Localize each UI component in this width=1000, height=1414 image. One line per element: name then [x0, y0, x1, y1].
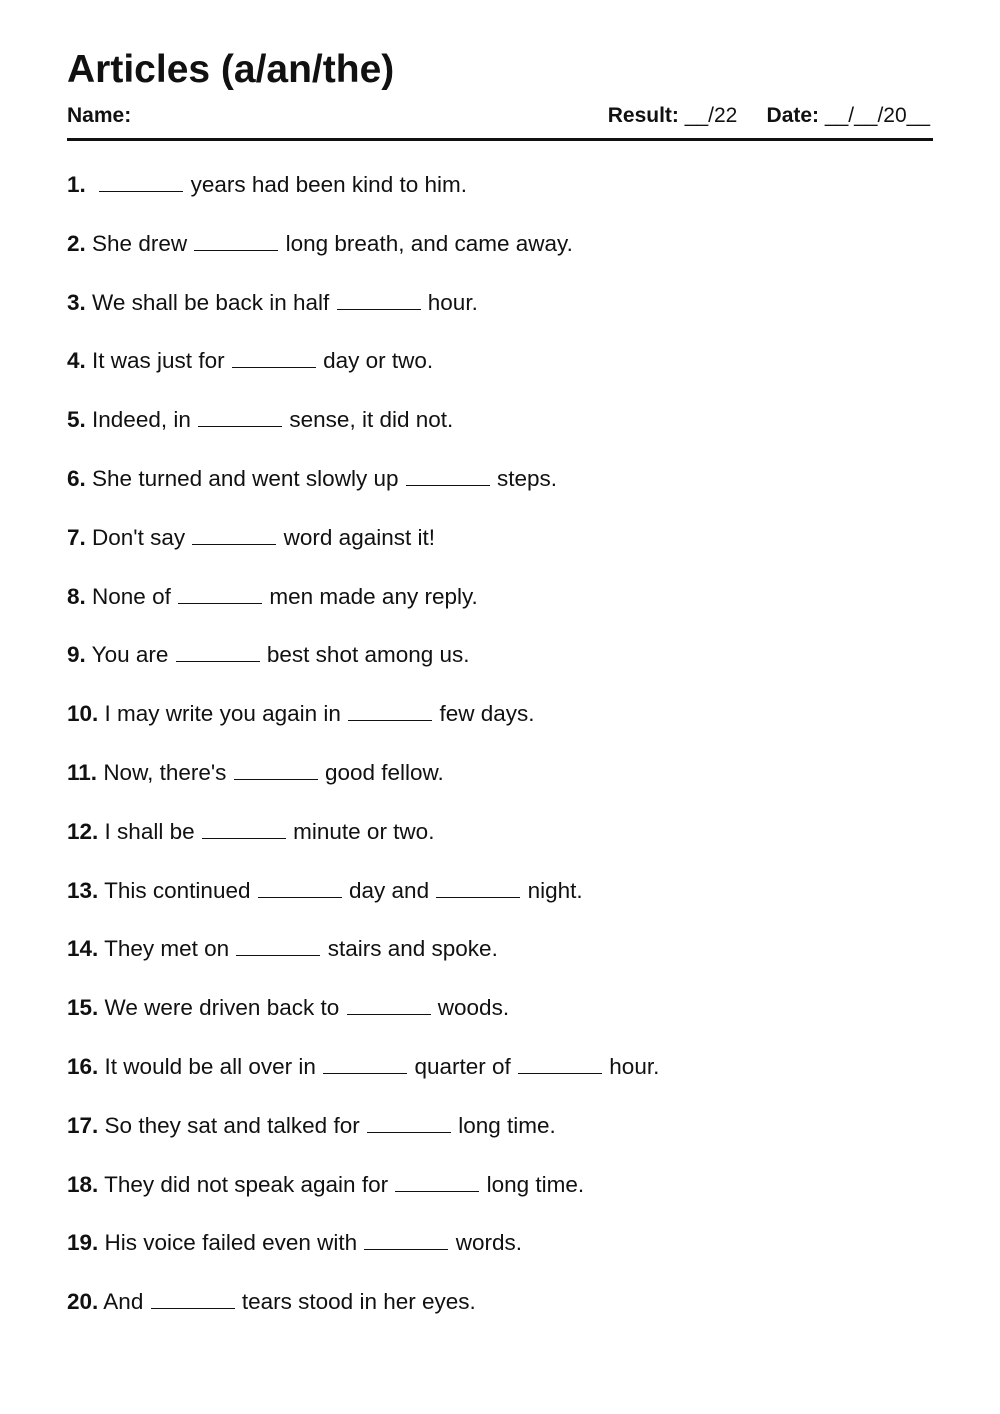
- result-date-group: [608, 102, 930, 130]
- question-item: [67, 1048, 659, 1107]
- question-text: stairs and spoke.: [327, 936, 498, 962]
- question-item: [67, 989, 659, 1048]
- question-text: None of: [92, 583, 171, 609]
- question-item: [67, 284, 659, 343]
- question-text: good fellow.: [324, 759, 444, 785]
- question-text: word against it!: [283, 524, 435, 550]
- question-text: We shall be back in half: [92, 289, 330, 315]
- question-number: 15.: [67, 995, 99, 1021]
- question-item: [67, 695, 659, 754]
- question-text: steps.: [497, 465, 558, 491]
- question-text: It was just for: [92, 348, 225, 374]
- question-text: They did not speak again for: [104, 1171, 389, 1197]
- question-number: 9.: [67, 642, 86, 668]
- question-item: [67, 1166, 659, 1225]
- question-text: Don't say: [92, 524, 186, 550]
- header-divider: [67, 138, 933, 141]
- question-text: day and: [349, 877, 430, 903]
- question-item: [67, 401, 659, 460]
- question-item: [67, 636, 659, 695]
- question-number: 20.: [67, 1289, 99, 1315]
- question-number: 14.: [67, 936, 99, 962]
- question-number: 7.: [67, 524, 86, 550]
- question-text: years had been kind to him.: [190, 172, 467, 197]
- question-number: 4.: [67, 348, 86, 374]
- question-number: 13.: [67, 877, 99, 903]
- answer-blank[interactable]: [258, 879, 342, 898]
- answer-blank[interactable]: [234, 761, 318, 780]
- question-number: 17.: [67, 1112, 99, 1138]
- question-text: hour.: [609, 1053, 660, 1079]
- question-text: few days.: [439, 701, 535, 727]
- question-number: 6.: [67, 465, 86, 491]
- question-text: men made any reply.: [269, 583, 478, 609]
- question-text: So they sat and talked for: [104, 1112, 360, 1138]
- question-text: long breath, and came away.: [285, 230, 573, 256]
- question-number: 10.: [67, 701, 99, 727]
- question-text: minute or two.: [293, 818, 435, 844]
- answer-blank[interactable]: [406, 467, 490, 486]
- question-item: [67, 1224, 659, 1283]
- question-text: And: [103, 1289, 144, 1315]
- question-number: 3.: [67, 289, 86, 315]
- question-text: Indeed, in: [92, 407, 191, 433]
- answer-blank[interactable]: [518, 1055, 602, 1074]
- question-text: I shall be: [104, 818, 195, 844]
- question-text: hour.: [427, 289, 478, 315]
- question-text: quarter of: [414, 1053, 511, 1079]
- question-text: She turned and went slowly up: [92, 465, 399, 491]
- question-item: [67, 1107, 659, 1166]
- answer-blank[interactable]: [151, 1290, 235, 1309]
- question-text: sense, it did not.: [289, 407, 454, 433]
- question-item: [67, 225, 659, 284]
- question-text: night.: [527, 877, 583, 903]
- answer-blank[interactable]: [236, 937, 320, 956]
- question-item: [67, 813, 659, 872]
- question-text: She drew: [92, 230, 188, 256]
- question-text: I may write you again in: [104, 701, 341, 727]
- answer-blank[interactable]: [337, 291, 421, 310]
- question-item: [67, 460, 659, 519]
- question-item: [67, 166, 659, 225]
- name-label: Name:: [67, 104, 132, 127]
- answer-blank[interactable]: [436, 879, 520, 898]
- date-label: Date:: [766, 104, 820, 127]
- question-text: tears stood in her eyes.: [241, 1289, 476, 1315]
- question-number: 8.: [67, 583, 86, 609]
- answer-blank[interactable]: [323, 1055, 407, 1074]
- answer-blank[interactable]: [178, 585, 262, 604]
- question-number: 12.: [67, 818, 99, 844]
- question-text: They met on: [104, 936, 230, 962]
- result-value: __/22: [684, 104, 738, 127]
- question-number: 1.: [67, 172, 86, 197]
- question-number: 16.: [67, 1053, 99, 1079]
- question-text: This continued: [104, 877, 251, 903]
- header-meta-row: [67, 102, 933, 130]
- answer-blank[interactable]: [395, 1173, 479, 1192]
- question-item: [67, 1283, 659, 1342]
- question-item: [67, 872, 659, 931]
- question-number: 5.: [67, 407, 86, 433]
- question-text: long time.: [458, 1112, 556, 1138]
- question-number: 11.: [67, 759, 98, 785]
- question-list: [67, 166, 659, 1342]
- question-number: 18.: [67, 1171, 99, 1197]
- question-text: long time.: [486, 1171, 585, 1197]
- question-text: woods.: [437, 995, 510, 1021]
- question-text: day or two.: [323, 348, 434, 374]
- answer-blank[interactable]: [99, 173, 183, 192]
- answer-blank[interactable]: [347, 996, 431, 1015]
- question-text: words.: [455, 1230, 522, 1256]
- answer-blank[interactable]: [232, 349, 316, 368]
- answer-blank[interactable]: [194, 232, 278, 251]
- answer-blank[interactable]: [176, 643, 260, 662]
- question-item: [67, 342, 659, 401]
- answer-blank[interactable]: [348, 702, 432, 721]
- question-item: [67, 754, 659, 813]
- worksheet-title: Articles (a/an/the): [67, 48, 395, 91]
- question-text: Now, there's: [103, 759, 227, 785]
- question-item: [67, 519, 659, 578]
- question-item: [67, 930, 659, 989]
- question-text: best shot among us.: [266, 642, 470, 668]
- answer-blank[interactable]: [192, 526, 276, 545]
- question-number: 2.: [67, 230, 86, 256]
- question-text: We were driven back to: [104, 995, 340, 1021]
- answer-blank[interactable]: [367, 1114, 451, 1133]
- question-item: [67, 578, 659, 637]
- answer-blank[interactable]: [202, 820, 286, 839]
- question-text: His voice failed even with: [104, 1230, 358, 1256]
- answer-blank[interactable]: [364, 1231, 448, 1250]
- result-label: Result:: [607, 104, 679, 127]
- question-text: You are: [91, 642, 169, 668]
- date-value: __/__/20__: [824, 104, 930, 127]
- question-number: 19.: [67, 1230, 99, 1256]
- question-text: It would be all over in: [104, 1053, 316, 1079]
- answer-blank[interactable]: [198, 408, 282, 427]
